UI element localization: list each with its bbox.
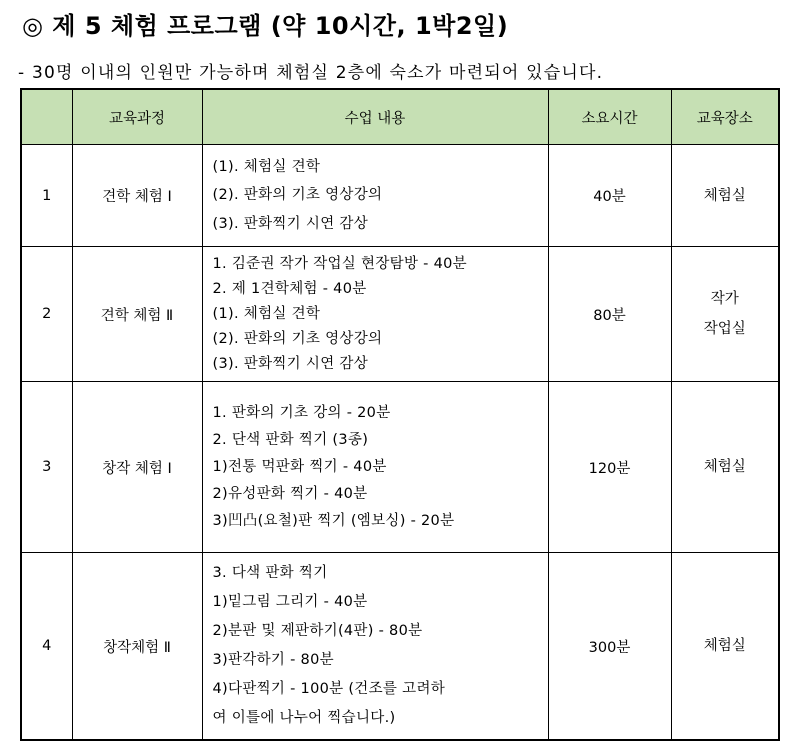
location [671, 382, 779, 553]
content-line: (1). 체험실 견학 [212, 158, 321, 175]
row-number: 3 [21, 382, 72, 553]
column-header-place: 교육장소 [671, 89, 779, 145]
row-number: 1 [21, 145, 72, 247]
content-line: (1). 체험실 견학 [212, 305, 321, 322]
duration: 80분 [548, 247, 671, 382]
location-line: 체험실 [703, 187, 746, 204]
course-content [202, 247, 548, 382]
table-row [21, 553, 779, 741]
course-content [202, 145, 548, 247]
course-content [202, 382, 548, 553]
location [671, 553, 779, 741]
content-line: 2)분판 및 제판하기(4판) - 80분 [212, 623, 423, 639]
duration: 120분 [548, 382, 671, 553]
content-line: 4)다판찍기 - 100분 (건조를 고려하 [212, 681, 446, 697]
location [671, 247, 779, 382]
course-name: 창작 체험 Ⅰ [72, 382, 202, 553]
content-line: 여 이틀에 나누어 찍습니다.) [212, 710, 396, 726]
content-line: 1. 판화의 기초 강의 - 20분 [212, 404, 391, 421]
location [671, 145, 779, 247]
content-line: (3). 판화찍기 시연 감상 [212, 355, 369, 372]
table-row [21, 382, 779, 553]
content-line: (2). 판화의 기초 영상강의 [212, 330, 383, 347]
content-line: 2. 단색 판화 찍기 (3종) [212, 431, 369, 448]
table-header-row [21, 89, 779, 145]
content-line: (3). 판화찍기 시연 감상 [212, 215, 369, 232]
content-line: 2)유성판화 찍기 - 40분 [212, 485, 368, 502]
course-name: 견학 체험 Ⅱ [72, 247, 202, 382]
column-header-course: 교육과정 [72, 89, 202, 145]
column-header-no [21, 89, 72, 145]
course-name: 견학 체험 Ⅰ [72, 145, 202, 247]
row-number: 2 [21, 247, 72, 382]
table-row [21, 247, 779, 382]
content-line: 3)凹凸(요철)판 찍기 (엠보싱) - 20분 [212, 512, 455, 529]
duration: 40분 [548, 145, 671, 247]
column-header-content: 수업 내용 [202, 89, 548, 145]
program-table [20, 88, 780, 741]
content-line: 1)전통 먹판화 찍기 - 40분 [212, 458, 387, 475]
location-line: 체험실 [703, 459, 746, 475]
row-number: 4 [21, 553, 72, 741]
location-line: 작업실 [703, 321, 746, 337]
location-line: 작가 [710, 291, 739, 307]
location-line: 체험실 [703, 638, 746, 654]
content-line: (2). 판화의 기초 영상강의 [212, 187, 383, 204]
program-note: - 30명 이내의 인원만 가능하며 체험실 2층에 숙소가 마련되어 있습니다. [18, 63, 604, 83]
table-row [21, 145, 779, 247]
content-line: 3. 다색 판화 찍기 [212, 565, 328, 581]
content-line: 2. 제 1견학체험 - 40분 [212, 280, 367, 297]
content-line: 3)판각하기 - 80분 [212, 652, 334, 668]
page-title: ◎ 제 5 체험 프로그램 (약 10시간, 1박2일) [22, 12, 509, 40]
duration: 300분 [548, 553, 671, 741]
content-line: 1. 김준권 작가 작업실 현장탐방 - 40분 [212, 255, 467, 272]
column-header-time: 소요시간 [548, 89, 671, 145]
content-line: 1)밑그림 그리기 - 40분 [212, 594, 368, 610]
course-content [202, 553, 548, 741]
course-name: 창작체험 Ⅱ [72, 553, 202, 741]
